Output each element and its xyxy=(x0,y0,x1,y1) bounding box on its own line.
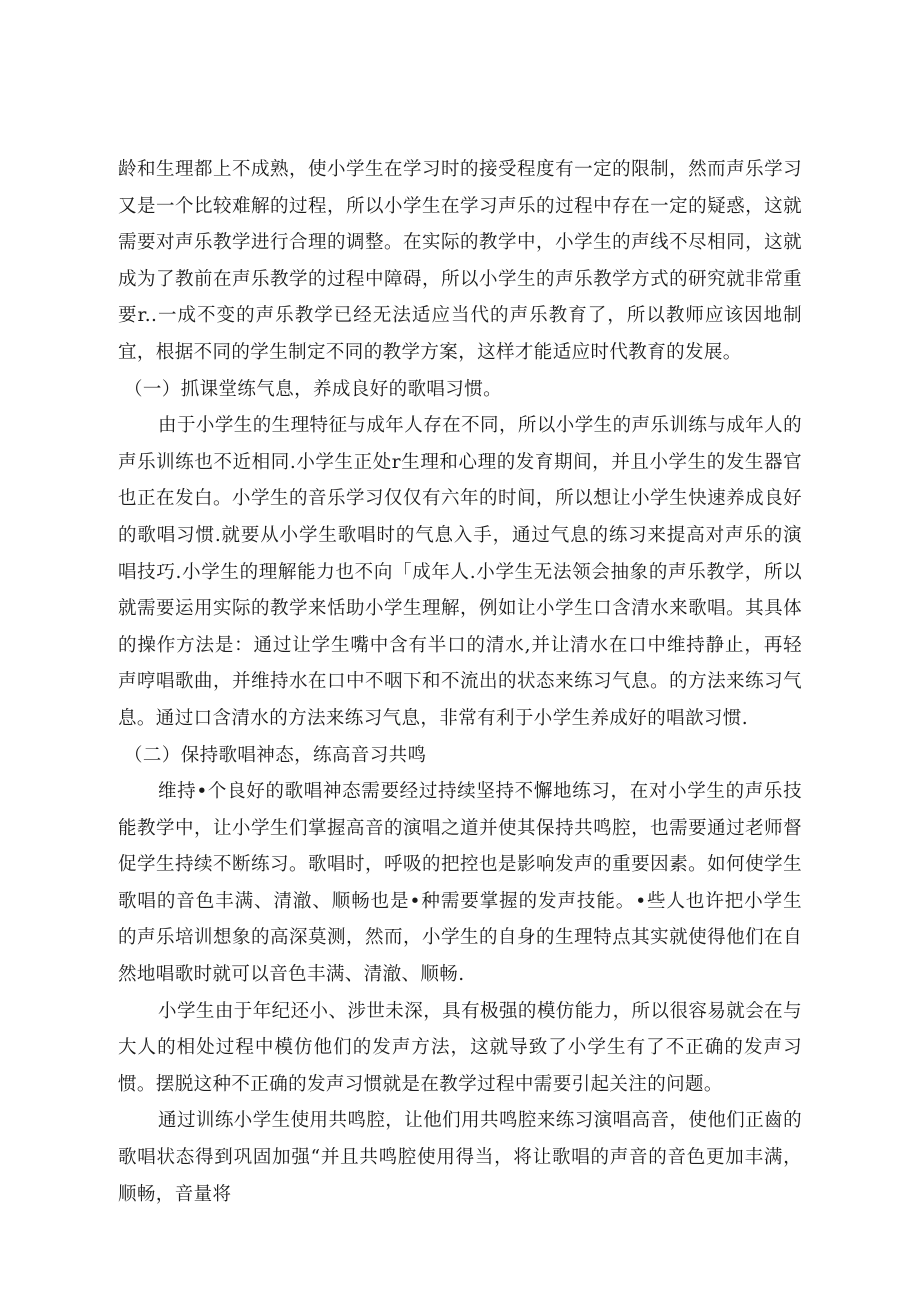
paragraph-singing-posture: 维持•个良好的歌唱神态需要经过持续坚持不懈地练习，在对小学生的声乐技能教学中，让小学生们掌握高音的演唱之道并使其保持共鸣腔，也需要通过老师督促学生持续不断练习。歌唱时，呼吸的把控也是影响发声的重要因素。如何使学生歌唱的音色丰满、清澈、顺畅也是•种需要掌握的发声技能。•些人也许把小学生的声乐培训想象的高深莫测，然而，小学生的自身的生理特点其实就使得他们在自然地唱歌时就可以音色丰满、清澈、顺畅. xyxy=(118,781,802,986)
section-heading-2: （二）保持歌唱神态，练高音习共鸣 xyxy=(124,744,427,766)
paragraph-continuation: 龄和生理都上不成熟，使小学生在学习时的接受程度有一定的限制，然而声乐学习又是一个比较难解的过程，所以小学生在学习声乐的过程中存在一定的疑惑，这就需要对声乐教学进行合理的调整。在实际的教学中，小学生的声线不尽相同，这就成为了教前在声乐教学的过程中障碍，所以小学生的声乐教学方式的研究就非常重要r..一成不变的声乐教学已经无法适应当代的声乐教育了，所以教师应该因地制宜，根据不同的学生制定不同的教学方案，这样才能适应时代教育的发展。 xyxy=(118,159,802,363)
paragraph-imitation: 小学生由于年纪还小、涉世未深，具有极强的模仿能力，所以很容易就会在与大人的相处过程中模仿他们的发声方法，这就导致了小学生有了不正确的发声习惯。摆脱这种不正确的发声习惯就是在教学过程中需要引起关注的问题。 xyxy=(118,1000,802,1095)
document-body xyxy=(118,152,802,1213)
section-heading-1: （一）抓课堂练气息，养成良好的歌唱习惯。 xyxy=(124,378,503,400)
paragraph-resonance: 通过训练小学生使用共鸣腔，让他们用共鸣腔来练习演唱高音，使他们正齒的歌唱状态得到巩固加强“并且共鸣腔使用得当，将让歌唱的声音的音色更加丰满，顺畅，音量将 xyxy=(118,1110,802,1205)
paragraph-breath-training: 由于小学生的生理特征与成年人存在不同，所以小学生的声乐训练与成年人的声乐训练也不近相同.小学生正处r生理和心理的发育期间，并且小学生的发生器官也正在发白。小学生的音乐学习仅仅有六年的时间，所以想让小学生快速养成良好的歌唱习惯.就要从小学生歌唱时的气息入手，通过气息的练习来提高对声乐的演唱技巧.小学生的理解能力也不向「成年人.小学生无法领会抽象的声乐教学，所以就需要运用实际的教学来恬助小学生理解，例如让小学生口含清水来歌唱。其具体的操作方法是：通过让学生嘴中含有半口的清水,并让清水在口中维持静止，再轻声哼唱歌曲，并维持水在口中不咽下和不流出的状态来练习气息。的方法来练习气息。通过口含清水的方法来练习气息，非常有利于小学生养成好的唱歆习惯. xyxy=(118,415,802,729)
